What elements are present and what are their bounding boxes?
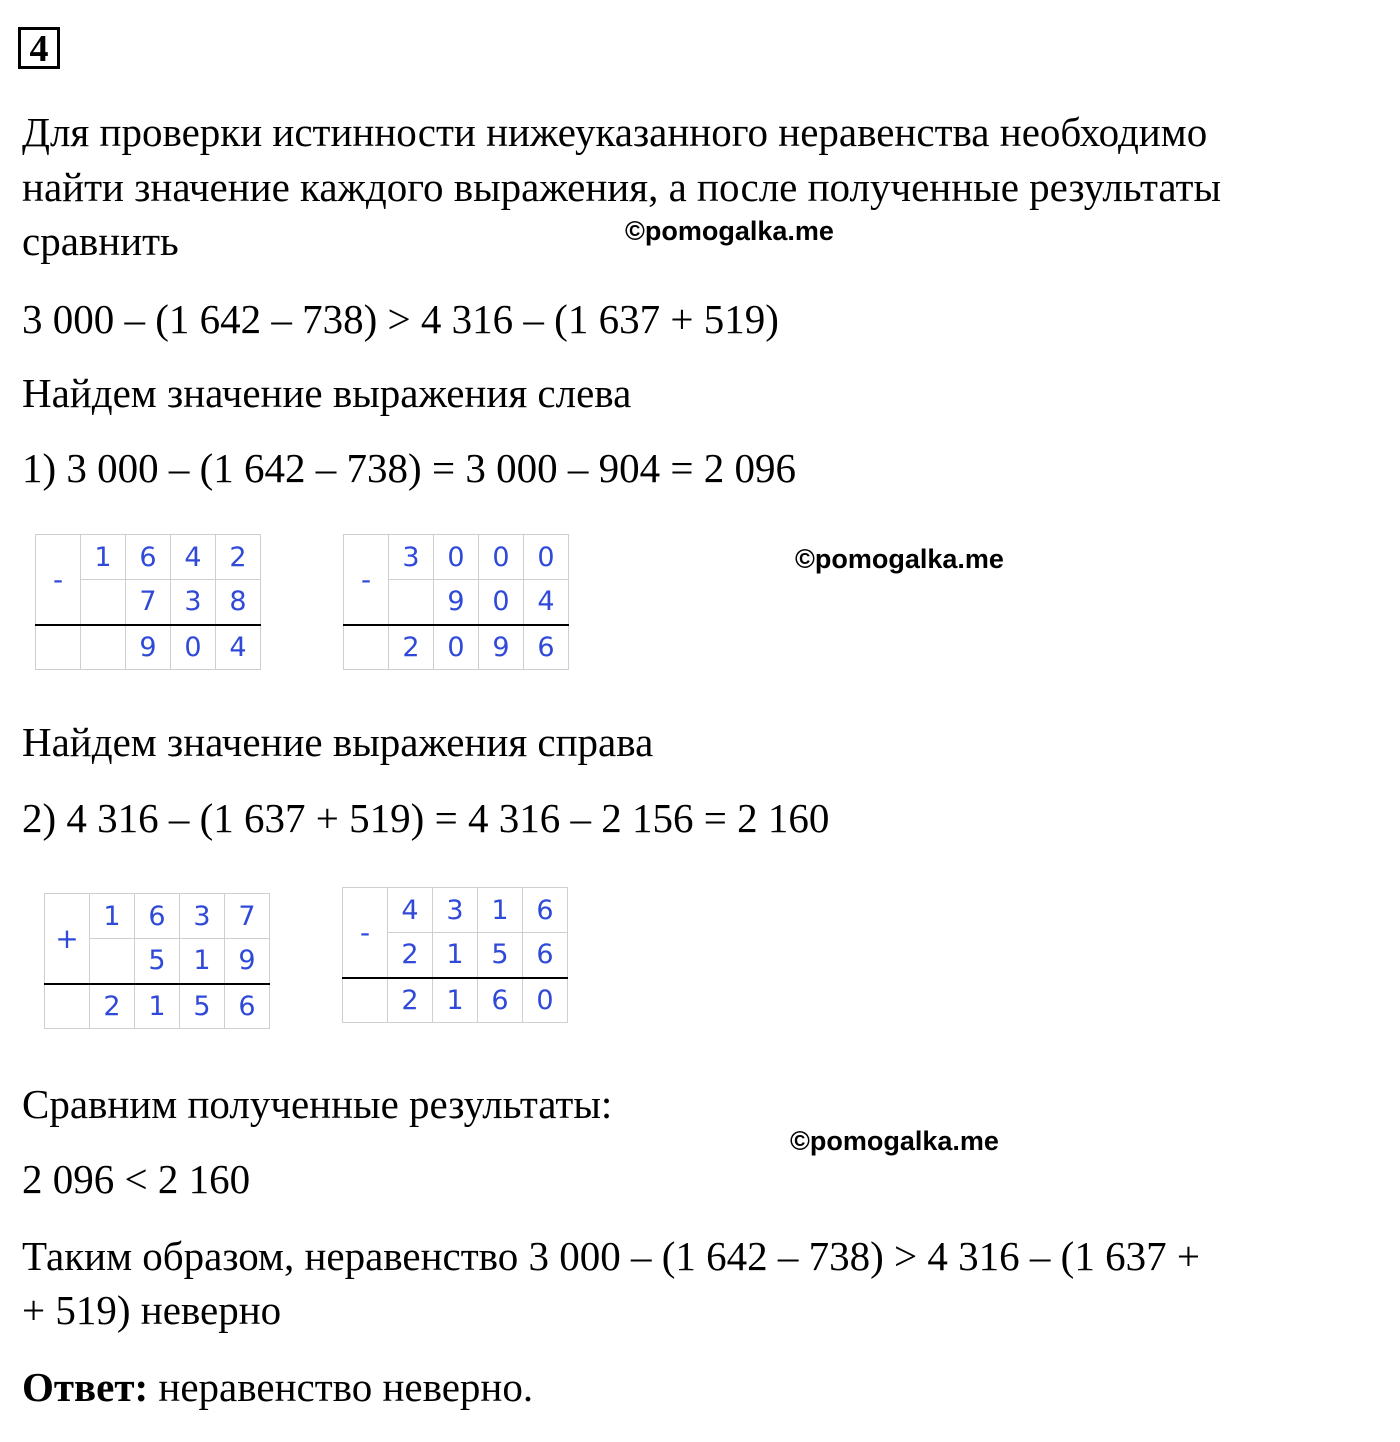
digit-cell: 0 bbox=[434, 625, 479, 670]
digit-cell: 6 bbox=[524, 625, 569, 670]
digit-cell: 5 bbox=[180, 984, 225, 1029]
digit-cell: 4 bbox=[171, 535, 216, 580]
digit-cell: 6 bbox=[225, 984, 270, 1029]
digit-cell: 1 bbox=[81, 535, 126, 580]
digit-cell: 6 bbox=[135, 894, 180, 939]
digit-cell: 1 bbox=[478, 888, 523, 933]
intro-line-1: Для проверки истинности нижеуказанного неравенства необходимо bbox=[22, 109, 1208, 155]
digit-cell: 0 bbox=[524, 535, 569, 580]
digit-cell: 1 bbox=[180, 939, 225, 984]
answer-text: неравенство неверно. bbox=[148, 1364, 534, 1410]
minus-sign: - bbox=[36, 535, 81, 625]
digit-cell: 3 bbox=[433, 888, 478, 933]
digit-cell bbox=[90, 939, 135, 984]
digit-cell: 2 bbox=[388, 978, 433, 1023]
digit-cell: 2 bbox=[216, 535, 261, 580]
digit-cell: 3 bbox=[180, 894, 225, 939]
digit-cell: 4 bbox=[388, 888, 433, 933]
digit-cell: 9 bbox=[225, 939, 270, 984]
digit-cell: 9 bbox=[126, 625, 171, 670]
digit-cell bbox=[344, 625, 389, 670]
digit-cell: 0 bbox=[523, 978, 568, 1023]
digit-cell: 6 bbox=[523, 933, 568, 978]
digit-cell: 3 bbox=[171, 580, 216, 625]
digit-cell bbox=[81, 625, 126, 670]
digit-cell: 0 bbox=[479, 580, 524, 625]
minus-sign: - bbox=[343, 888, 388, 978]
column-addition-1637-519 bbox=[44, 893, 270, 1029]
digit-cell: 7 bbox=[126, 580, 171, 625]
digit-cell bbox=[45, 984, 90, 1029]
digit-cell: 9 bbox=[434, 580, 479, 625]
digit-cell: 6 bbox=[523, 888, 568, 933]
digit-cell: 4 bbox=[216, 625, 261, 670]
inequality: 3 000 – (1 642 – 738) > 4 316 – (1 637 + 519) bbox=[22, 296, 779, 342]
digit-cell: 2 bbox=[90, 984, 135, 1029]
digit-cell: 3 bbox=[389, 535, 434, 580]
digit-cell: 1 bbox=[135, 984, 180, 1029]
right-heading: Найдем значение выражения справа bbox=[22, 719, 654, 765]
digit-cell: 1 bbox=[433, 978, 478, 1023]
answer-label: Ответ: bbox=[22, 1364, 149, 1410]
digit-cell: 5 bbox=[135, 939, 180, 984]
digit-cell: 9 bbox=[479, 625, 524, 670]
digit-cell: 1 bbox=[433, 933, 478, 978]
digit-cell: 6 bbox=[478, 978, 523, 1023]
intro-line-3: сравнить bbox=[22, 218, 179, 264]
watermark: ©pomogalka.me bbox=[795, 544, 1004, 574]
step-1: 1) 3 000 – (1 642 – 738) = 3 000 – 904 = 2 096 bbox=[22, 445, 796, 491]
compare-heading: Сравним полученные результаты: bbox=[22, 1081, 613, 1127]
left-heading: Найдем значение выражения слева bbox=[22, 370, 632, 416]
step-2: 2) 4 316 – (1 637 + 519) = 4 316 – 2 156 = 2 160 bbox=[22, 795, 830, 841]
plus-sign: + bbox=[45, 894, 90, 984]
conclusion-line-1: Таким образом, неравенство 3 000 – (1 642 – 738) > 4 316 – (1 637 + bbox=[22, 1233, 1200, 1279]
column-subtraction-3000-904 bbox=[343, 534, 569, 670]
column-subtraction-4316-2156 bbox=[342, 887, 568, 1023]
digit-cell: 0 bbox=[479, 535, 524, 580]
digit-cell: 5 bbox=[478, 933, 523, 978]
task-number: 4 bbox=[18, 27, 60, 69]
digit-cell: 8 bbox=[216, 580, 261, 625]
digit-cell: 1 bbox=[90, 894, 135, 939]
conclusion-line-2: + 519) неверно bbox=[22, 1287, 282, 1333]
digit-cell: 6 bbox=[126, 535, 171, 580]
digit-cell: 0 bbox=[171, 625, 216, 670]
digit-cell bbox=[36, 625, 81, 670]
digit-cell: 7 bbox=[225, 894, 270, 939]
digit-cell: 2 bbox=[388, 933, 433, 978]
column-subtraction-1642-738 bbox=[35, 534, 261, 670]
watermark: ©pomogalka.me bbox=[625, 216, 834, 246]
digit-cell: 0 bbox=[434, 535, 479, 580]
digit-cell bbox=[389, 580, 434, 625]
minus-sign: - bbox=[344, 535, 389, 625]
comparison-result: 2 096 < 2 160 bbox=[22, 1156, 251, 1202]
watermark: ©pomogalka.me bbox=[790, 1126, 999, 1156]
digit-cell: 2 bbox=[389, 625, 434, 670]
digit-cell bbox=[343, 978, 388, 1023]
intro-line-2: найти значение каждого выражения, а после полученные результаты bbox=[22, 164, 1222, 210]
answer bbox=[22, 1363, 533, 1411]
digit-cell: 4 bbox=[524, 580, 569, 625]
digit-cell bbox=[81, 580, 126, 625]
